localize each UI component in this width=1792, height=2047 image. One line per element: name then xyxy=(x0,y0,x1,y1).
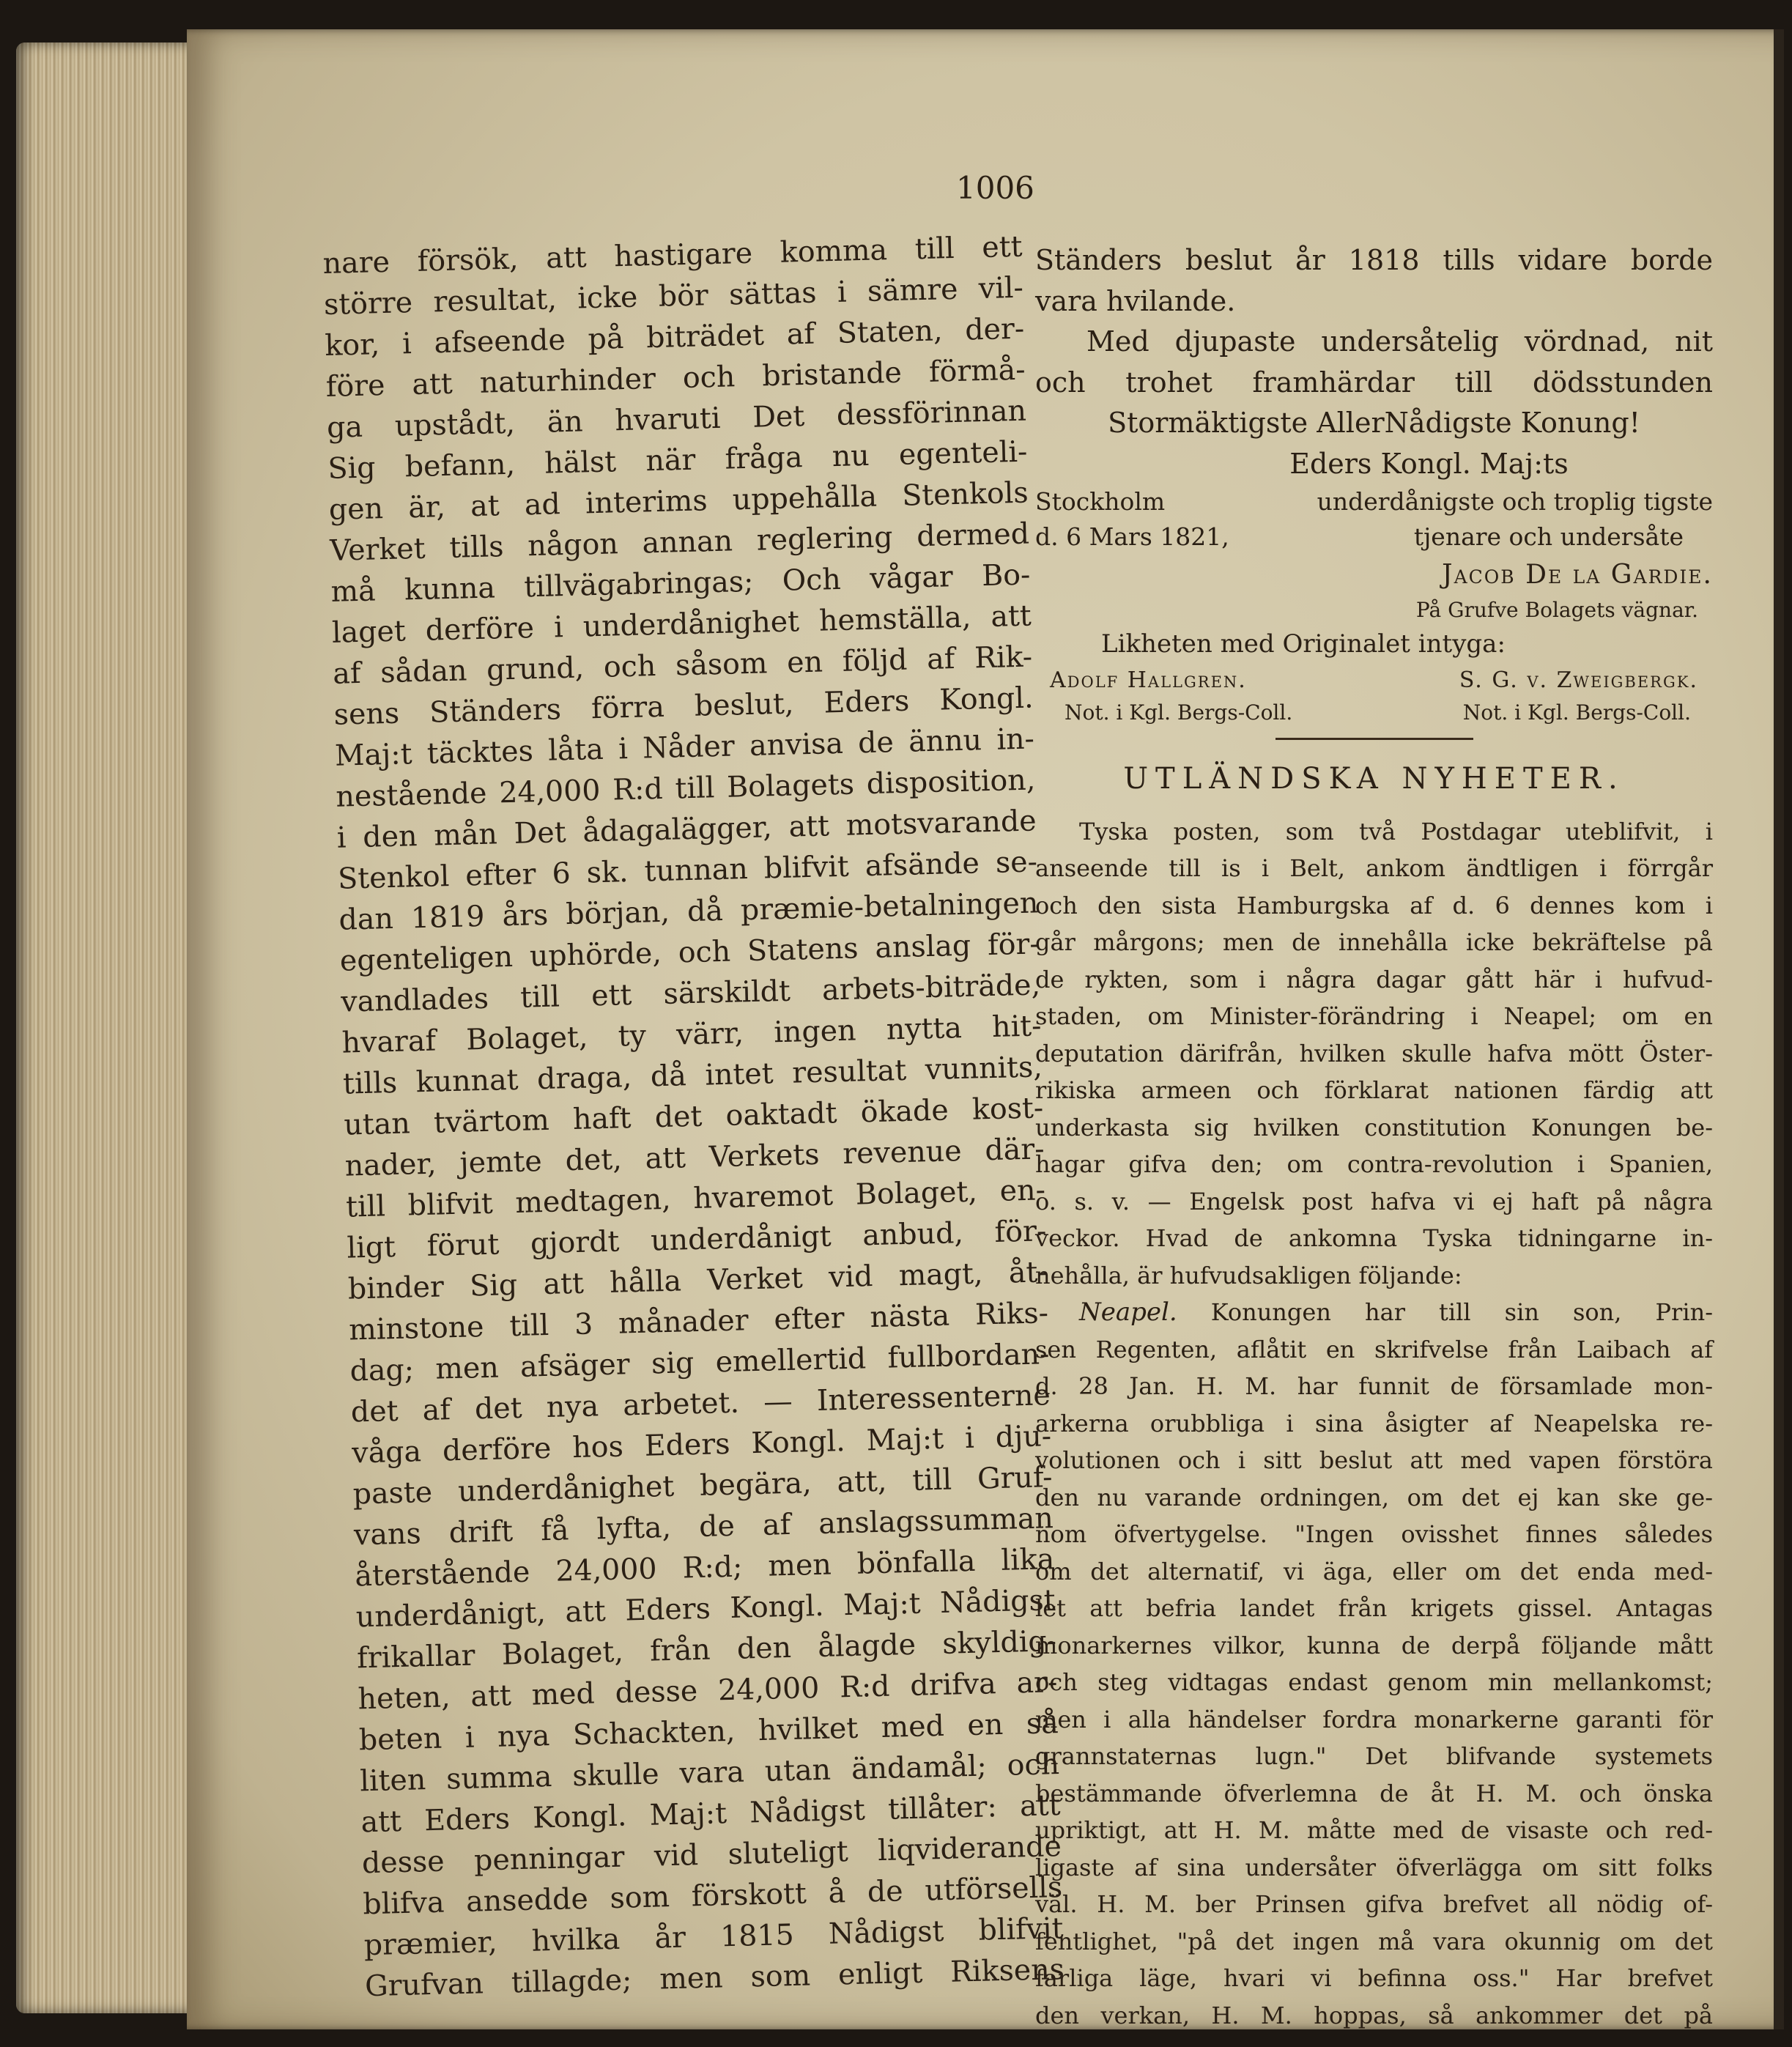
witness-names xyxy=(1035,663,1713,698)
news-line: fentlighet, "på det ingen må vara okunnig om det xyxy=(1035,1927,1713,1955)
news-line: d. 28 Jan. H. M. har funnit de församlade mon- xyxy=(1035,1372,1713,1400)
news-line: grannstaternas lugn." Det blifvande systemets xyxy=(1035,1742,1713,1770)
left-column-line: det af det nya arbetet. — Interessenterne xyxy=(350,1378,1051,1429)
closing-line-1: Med djupaste undersåtelig vördnad, nit xyxy=(1086,325,1713,358)
left-column-line: beten i nya Schackten, hvilket med en så xyxy=(358,1706,1059,1758)
news-line: Tyska posten, som två Postdagar uteblifvit, i xyxy=(1079,817,1713,845)
left-column-line: hvaraf Bolaget, ty värr, ingen nytta hit- xyxy=(341,1009,1042,1060)
left-column-line: blifva ansedde som förskott å de utförsells xyxy=(362,1870,1063,1922)
news-line: de rykten, som i några dagar gått här i hufvud- xyxy=(1035,965,1713,993)
left-column-line: frikallar Bolaget, från den ålagde skyldig- xyxy=(356,1624,1057,1676)
eders-majesty: Eders Kongl. Maj:ts xyxy=(1289,447,1569,480)
news-line: om det alternatif, vi äga, eller om det enda med- xyxy=(1035,1557,1713,1585)
news-line: let att befria landet från krigets gissel. Antagas xyxy=(1035,1594,1713,1622)
news-line: deputation därifrån, hvilken skulle hafva mött Öster- xyxy=(1035,1039,1713,1067)
place: Stockholm xyxy=(1035,487,1166,516)
witness-titles xyxy=(1035,698,1713,728)
news-line: Konungen har till sin son, Prin- xyxy=(1177,1298,1713,1326)
left-column-line: utan tvärtom haft det oaktadt ökade kost- xyxy=(343,1091,1044,1142)
left-column-line: liten summa skulle vara utan ändamål; och xyxy=(359,1747,1060,1799)
left-column-line: må kunna tillvägabringas; Och vågar Bo- xyxy=(330,558,1031,609)
news-heading: UTLÄNDSKA NYHETER. xyxy=(1123,762,1625,796)
news-line: volutionen och i sitt beslut att med vapen förstöra xyxy=(1035,1446,1713,1474)
left-column-line: ga upstådt, än hvaruti Det dessförinnan xyxy=(326,393,1027,445)
page-number: 1006 xyxy=(956,170,1034,206)
left-column-line: Verket tills någon annan reglering dermed xyxy=(329,517,1030,568)
left-column-line: nare försök, att hastigare komma till ett xyxy=(322,229,1023,281)
salutation: Stormäktigste AllerNådigste Konung! xyxy=(1108,407,1640,439)
news-body xyxy=(1035,813,1713,2035)
news-line: ligaste af sina undersåter öfverlägga om sitt folks xyxy=(1035,1853,1713,1881)
book-page-edges xyxy=(16,42,198,2013)
section-divider xyxy=(1275,738,1473,740)
news-line: och den sista Hamburgska af d. 6 dennes kom i xyxy=(1035,891,1713,919)
news-line: anseende till is i Belt, ankom ändtligen i förrgår xyxy=(1035,854,1713,882)
left-column-line: större resultat, icke bör sättas i sämre vil- xyxy=(323,270,1024,322)
page-gutter xyxy=(1774,29,1784,2029)
left-column-line: före att naturhinder och bristande förmå- xyxy=(325,352,1026,404)
left-column xyxy=(322,226,1065,2007)
left-column-line: att Eders Kongl. Maj:t Nådigst tillåter: att xyxy=(360,1788,1061,1840)
left-column-line: laget derföre i underdånighet hemställa, att xyxy=(331,599,1032,650)
left-column-line: våga derföre hos Eders Kongl. Maj:t i dju- xyxy=(351,1419,1052,1470)
left-column-line: dan 1819 års början, då præmie-betalningen xyxy=(338,886,1039,937)
witness-1-title: Not. i Kgl. Bergs-Coll. xyxy=(1065,700,1293,725)
right-column xyxy=(1035,240,1713,2034)
left-column-line: dag; men afsäger sig emellertid fullbordan- xyxy=(349,1337,1050,1388)
left-column-line: egenteligen uphörde, och Statens anslag för- xyxy=(339,927,1040,978)
left-column-line: heten, att med desse 24,000 R:d drifva ar- xyxy=(358,1665,1058,1717)
news-line: hagar gifva den; om contra-revolution i Spanien, xyxy=(1035,1150,1713,1178)
left-column-line: underdånigt, att Eders Kongl. Maj:t Nådigst xyxy=(355,1583,1056,1635)
right-top-line-2: vara hvilande. xyxy=(1035,284,1236,317)
left-column-line: vandlades till ett särskildt arbets-biträde, xyxy=(340,968,1041,1019)
witness-2-title: Not. i Kgl. Bergs-Coll. xyxy=(1462,700,1691,725)
left-column-line: återstående 24,000 R:d; men bönfalla lika xyxy=(354,1542,1055,1593)
witness-1-name: Adolf Hallgren. xyxy=(1050,667,1247,693)
left-column-line: tills kunnat draga, då intet resultat vunnits, xyxy=(342,1050,1043,1101)
left-column-line: nader, jemte det, att Verkets revenue där- xyxy=(344,1132,1045,1183)
signatory: Jacob De la Gardie. xyxy=(1442,560,1713,590)
news-line: staden, om Minister-förändring i Neapel; om en xyxy=(1035,1002,1713,1030)
news-line: men i alla händelser fordra monarkerne garanti för xyxy=(1035,1705,1713,1733)
left-column-line: Grufvan tillagde; men som enligt Riksens xyxy=(364,1952,1065,2004)
news-line: rikiska armeen och förklarat nationen färdig att xyxy=(1035,1076,1713,1104)
servant-line-2: tjenare och undersåte xyxy=(1413,522,1684,551)
left-column-line: minstone till 3 månader efter nästa Riks- xyxy=(348,1296,1049,1347)
closing-line-2: och trohet framhärdar till dödsstunden xyxy=(1035,366,1713,399)
news-line: o. s. v. — Engelsk post hafva vi ej haft på några xyxy=(1035,1187,1713,1215)
left-column-line: desse penningar vid sluteligt liqviderande xyxy=(361,1829,1062,1881)
news-line: arkerna orubbliga i sina åsigter af Neapelska re- xyxy=(1035,1409,1713,1437)
left-column-line: vans drift få lyfta, de af anslagssumman xyxy=(353,1501,1054,1552)
news-dateline-line xyxy=(1035,1294,1713,1331)
left-column-line: kor, i afseende på biträdet af Staten, der- xyxy=(324,311,1025,363)
news-line: farliga läge, hvari vi befinna oss." Har brefvet xyxy=(1035,1964,1713,1992)
signature-row-2 xyxy=(1035,519,1713,555)
on-behalf: På Grufve Bolagets vägnar. xyxy=(1415,598,1698,622)
servant-line-1: underdånigste och troplig tigste xyxy=(1317,487,1713,516)
left-column-line: till blifvit medtagen, hvaremot Bolaget, en- xyxy=(345,1173,1046,1224)
left-column-line: i den mån Det ådagalägger, att motsvarande xyxy=(336,804,1037,855)
news-line: sen Regenten, aflåtit en skrifvelse från Laibach af xyxy=(1035,1335,1713,1363)
date: d. 6 Mars 1821, xyxy=(1035,522,1229,551)
news-line: nehålla, är hufvudsakligen följande: xyxy=(1035,1261,1462,1289)
left-column-line: præmier, hvilka år 1815 Nådigst blifvit xyxy=(363,1911,1065,1963)
witness-2-name: S. G. v. Zweigbergk. xyxy=(1459,667,1698,693)
news-line: upriktigt, att H. M. måtte med de visaste och red- xyxy=(1035,1816,1713,1844)
news-line: nom öfvertygelse. "Ingen ovisshet finnes således xyxy=(1035,1520,1713,1548)
news-line: monarkernes vilkor, kunna de derpå följande mått xyxy=(1035,1631,1713,1659)
news-dateline: Neapel. xyxy=(1079,1298,1177,1327)
signature-row-1 xyxy=(1035,484,1713,519)
left-column-line: Stenkol efter 6 sk. tunnan blifvit afsände se- xyxy=(337,845,1038,896)
news-line: väl. H. M. ber Prinsen gifva brefvet all nödig of- xyxy=(1035,1890,1713,1918)
left-column-line: paste underdånighet begära, att, till Gruf- xyxy=(352,1460,1054,1511)
left-column-line: af sådan grund, och såsom en följd af Rik- xyxy=(332,640,1033,691)
left-column-line: sens Ständers förra beslut, Eders Kongl. xyxy=(333,681,1034,732)
left-column-line: Maj:t täcktes låta i Nåder anvisa de ännu in- xyxy=(334,722,1035,773)
left-column-line: Sig befann, hälst när fråga nu egenteli- xyxy=(327,434,1028,486)
attestation: Likheten med Originalet intyga: xyxy=(1101,629,1506,659)
left-column-line: gen är, at ad interims uppehålla Stenkols xyxy=(328,475,1029,527)
left-column-line: binder Sig att hålla Verket vid magt, åt- xyxy=(347,1255,1048,1306)
news-line: bestämmande öfverlemna de åt H. M. och önska xyxy=(1035,1779,1713,1807)
right-top-line-1: Ständers beslut år 1818 tills vidare borde xyxy=(1035,244,1713,276)
news-line: och steg vidtagas endast genom min mellankomst; xyxy=(1035,1668,1713,1696)
left-column-line: nestående 24,000 R:d till Bolagets disposition, xyxy=(335,763,1036,814)
news-line: den verkan, H. M. hoppas, så ankommer det på xyxy=(1035,2001,1713,2029)
news-line: veckor. Hvad de ankomna Tyska tidningarne in- xyxy=(1035,1224,1713,1252)
news-line: underkasta sig hvilken constitution Konungen be- xyxy=(1035,1113,1713,1141)
news-line: går mårgons; men de innehålla icke bekräftelse på xyxy=(1035,928,1713,956)
news-line: den nu varande ordningen, om det ej kan ske ge- xyxy=(1035,1483,1713,1511)
left-column-line: ligt förut gjordt underdånigt anbud, för- xyxy=(346,1214,1047,1265)
